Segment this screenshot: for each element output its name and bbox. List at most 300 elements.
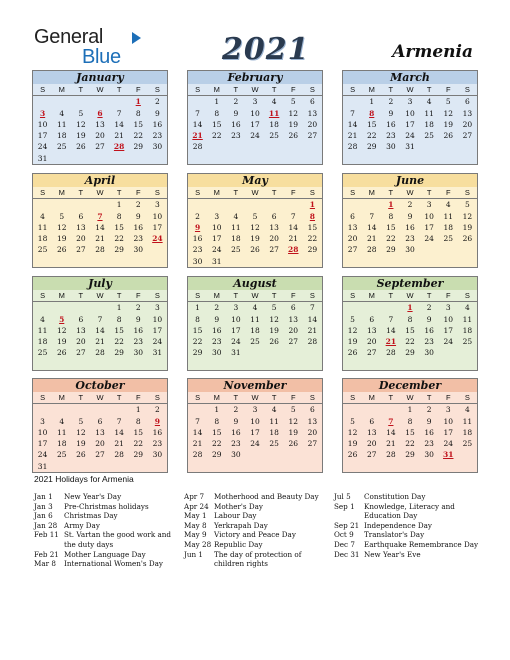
day-cell: 16 xyxy=(424,325,434,335)
empty-day-cell xyxy=(90,461,109,472)
holiday-name: Independence Day xyxy=(364,520,432,530)
day-cell: 4 xyxy=(271,97,277,107)
weekday-label: T xyxy=(78,393,84,402)
weekday-label: S xyxy=(195,85,201,94)
day-cell: 2 xyxy=(233,405,239,415)
holiday-name: Motherhood and Beauty Day xyxy=(214,492,319,501)
day-cell: 1 xyxy=(195,303,200,313)
day-cell: 28 xyxy=(95,348,105,358)
holiday-date: Jan 6 xyxy=(34,511,53,521)
day-cell: 30 xyxy=(152,142,163,152)
empty-day-cell xyxy=(207,199,226,210)
month-april xyxy=(32,173,168,268)
holiday-entry xyxy=(184,511,324,521)
day-cell: 28 xyxy=(192,450,203,460)
day-cell: 27 xyxy=(366,450,377,460)
day-cell: 4 xyxy=(271,405,277,415)
month-september xyxy=(342,276,478,371)
empty-day-cell xyxy=(265,461,284,472)
empty-day-cell xyxy=(33,96,52,107)
empty-day-cell xyxy=(245,347,264,358)
empty-day-cell xyxy=(226,461,245,472)
weekday-label: T xyxy=(233,393,239,402)
holiday-day-cell: 21 xyxy=(192,131,203,141)
weekday-label: T xyxy=(426,188,432,197)
month-name: May xyxy=(188,174,322,187)
day-grid xyxy=(343,96,477,164)
holiday-day-cell: 1 xyxy=(135,97,141,107)
empty-day-cell xyxy=(265,347,284,358)
holiday-name: Translator's Day xyxy=(364,530,425,540)
day-cell: 12 xyxy=(462,211,473,221)
empty-day-cell xyxy=(362,302,381,313)
day-cell: 21 xyxy=(192,439,203,449)
weekday-label: M xyxy=(58,85,65,94)
empty-day-cell xyxy=(110,153,129,164)
country-title: Armenia xyxy=(392,42,473,62)
day-cell: 15 xyxy=(114,222,124,232)
day-cell: 10 xyxy=(152,314,163,324)
weekday-label: T xyxy=(388,291,394,300)
empty-day-cell xyxy=(400,461,419,472)
holiday-date: Mar 8 xyxy=(34,559,56,569)
empty-day-cell xyxy=(33,256,52,267)
weekday-label: T xyxy=(116,188,122,197)
day-cell: 16 xyxy=(133,325,144,335)
month-name: September xyxy=(343,277,477,290)
weekday-label: S xyxy=(154,85,160,94)
day-cell: 17 xyxy=(211,234,222,244)
weekday-label: S xyxy=(350,393,356,402)
day-cell: 18 xyxy=(37,337,48,347)
day-cell: 23 xyxy=(424,337,434,347)
empty-day-cell xyxy=(458,141,477,152)
day-cell: 28 xyxy=(95,245,105,255)
day-cell: 10 xyxy=(443,416,454,426)
weekday-label: S xyxy=(309,393,315,402)
day-cell: 19 xyxy=(288,427,299,437)
day-cell: 24 xyxy=(424,234,434,244)
day-cell: 25 xyxy=(37,348,48,358)
day-cell: 1 xyxy=(369,97,375,107)
day-cell: 23 xyxy=(386,131,396,141)
weekday-header xyxy=(33,392,167,404)
holiday-name: International Women's Day xyxy=(64,559,163,569)
day-cell: 19 xyxy=(56,234,67,244)
empty-day-cell xyxy=(52,199,71,210)
weekday-label: S xyxy=(40,291,46,300)
weekday-label: T xyxy=(271,188,277,197)
day-cell: 13 xyxy=(76,325,86,335)
empty-day-cell xyxy=(420,244,439,255)
month-name: February xyxy=(188,71,322,84)
holiday-name: Earthquake Remembrance Day xyxy=(364,539,479,549)
weekday-label: T xyxy=(271,393,277,402)
day-cell: 16 xyxy=(424,427,434,437)
empty-day-cell xyxy=(52,302,71,313)
day-cell: 20 xyxy=(95,131,105,141)
weekday-label: M xyxy=(213,85,220,94)
empty-day-cell xyxy=(90,256,109,267)
day-cell: 19 xyxy=(288,119,299,129)
holiday-date: Feb 11 xyxy=(34,530,59,540)
weekday-label: S xyxy=(464,85,470,94)
day-cell: 8 xyxy=(116,211,122,221)
empty-day-cell xyxy=(148,256,167,267)
empty-day-cell xyxy=(362,199,381,210)
day-cell: 2 xyxy=(407,200,413,210)
empty-day-cell xyxy=(400,256,419,267)
weekday-label: S xyxy=(195,188,201,197)
empty-day-cell xyxy=(381,404,400,415)
day-cell: 19 xyxy=(76,439,86,449)
day-cell: 29 xyxy=(405,450,415,460)
day-cell: 7 xyxy=(290,211,296,221)
day-cell: 25 xyxy=(250,337,260,347)
day-cell: 9 xyxy=(233,108,239,118)
day-cell: 27 xyxy=(366,348,377,358)
month-name: October xyxy=(33,379,167,392)
day-cell: 17 xyxy=(152,325,163,335)
weekday-label: F xyxy=(135,291,141,300)
day-cell: 2 xyxy=(135,200,141,210)
day-grid xyxy=(33,96,167,164)
day-cell: 16 xyxy=(192,234,203,244)
weekday-label: F xyxy=(290,291,296,300)
day-cell: 30 xyxy=(231,450,241,460)
day-cell: 24 xyxy=(37,142,48,152)
day-cell: 12 xyxy=(56,325,67,335)
day-cell: 16 xyxy=(386,119,396,129)
day-cell: 6 xyxy=(369,416,375,426)
weekday-label: M xyxy=(58,393,65,402)
month-name: March xyxy=(343,71,477,84)
weekday-label: T xyxy=(426,85,432,94)
weekday-label: T xyxy=(78,188,84,197)
empty-day-cell xyxy=(343,359,362,370)
day-cell: 27 xyxy=(347,245,358,255)
day-cell: 6 xyxy=(78,211,84,221)
weekday-label: T xyxy=(426,291,432,300)
holiday-day-cell: 7 xyxy=(97,211,103,221)
day-grid xyxy=(188,302,322,370)
empty-day-cell xyxy=(148,359,167,370)
holiday-day-cell: 1 xyxy=(309,200,316,210)
day-cell: 8 xyxy=(407,416,413,426)
day-cell: 20 xyxy=(76,337,86,347)
holiday-day-cell: 21 xyxy=(385,337,397,347)
day-cell: 26 xyxy=(269,337,279,347)
empty-day-cell xyxy=(110,256,129,267)
empty-day-cell xyxy=(71,404,90,415)
holiday-date: May 1 xyxy=(184,511,207,521)
weekday-label: F xyxy=(290,188,296,197)
day-cell: 15 xyxy=(366,119,377,129)
empty-day-cell xyxy=(188,359,207,370)
weekday-label: S xyxy=(195,393,201,402)
empty-day-cell xyxy=(343,461,362,472)
empty-day-cell xyxy=(420,461,439,472)
day-cell: 11 xyxy=(424,108,434,118)
day-cell: 9 xyxy=(155,108,160,118)
day-cell: 10 xyxy=(37,427,48,437)
holiday-day-cell: 28 xyxy=(288,245,299,255)
day-cell: 23 xyxy=(405,234,415,244)
weekday-label: W xyxy=(251,291,259,300)
logo xyxy=(34,26,134,70)
weekday-header xyxy=(188,84,322,96)
day-cell: 25 xyxy=(37,245,48,255)
empty-day-cell xyxy=(458,449,477,460)
day-cell: 11 xyxy=(231,222,241,232)
day-cell: 8 xyxy=(388,211,394,221)
day-cell: 5 xyxy=(465,200,470,210)
day-cell: 20 xyxy=(269,234,279,244)
empty-day-cell xyxy=(439,256,458,267)
holiday-name: Mother Language Day xyxy=(64,549,146,559)
holiday-date: Jan 3 xyxy=(34,501,53,511)
weekday-label: W xyxy=(96,393,104,402)
day-grid xyxy=(188,199,322,267)
holidays-title: 2021 Holidays for Armenia xyxy=(34,474,134,484)
day-cell: 7 xyxy=(388,314,394,324)
holiday-day-cell: 28 xyxy=(113,142,125,152)
day-cell: 18 xyxy=(231,234,241,244)
day-cell: 11 xyxy=(56,427,67,437)
day-cell: 13 xyxy=(307,108,318,118)
day-cell: 2 xyxy=(135,303,141,313)
weekday-label: M xyxy=(58,188,65,197)
day-cell: 13 xyxy=(462,108,473,118)
empty-day-cell xyxy=(129,153,148,164)
holiday-entry xyxy=(334,492,480,502)
empty-day-cell xyxy=(226,199,245,210)
empty-day-cell xyxy=(33,359,52,370)
holiday-date: Sep 21 xyxy=(334,520,360,530)
empty-day-cell xyxy=(226,256,245,267)
day-cell: 6 xyxy=(369,314,375,324)
day-grid xyxy=(188,96,322,164)
holiday-date: Dec 31 xyxy=(334,549,360,559)
day-cell: 25 xyxy=(269,131,279,141)
empty-day-cell xyxy=(265,141,284,152)
day-cell: 15 xyxy=(114,325,124,335)
weekday-label: S xyxy=(195,291,201,300)
day-cell: 10 xyxy=(211,222,222,232)
day-cell: 2 xyxy=(426,303,432,313)
day-cell: 12 xyxy=(288,108,299,118)
day-cell: 13 xyxy=(307,416,318,426)
day-cell: 30 xyxy=(133,348,144,358)
day-cell: 29 xyxy=(405,348,415,358)
weekday-label: W xyxy=(406,291,414,300)
day-cell: 12 xyxy=(250,222,260,232)
empty-day-cell xyxy=(439,153,458,164)
month-name: December xyxy=(343,379,477,392)
day-cell: 22 xyxy=(133,131,144,141)
holiday-entry xyxy=(184,550,324,569)
day-cell: 24 xyxy=(250,131,260,141)
empty-day-cell xyxy=(207,359,226,370)
day-cell: 15 xyxy=(211,119,222,129)
day-cell: 3 xyxy=(155,303,160,313)
day-cell: 13 xyxy=(366,427,377,437)
day-cell: 12 xyxy=(347,427,358,437)
logo-triangle-icon xyxy=(132,32,141,44)
holiday-date: Jul 5 xyxy=(334,492,351,501)
empty-day-cell xyxy=(33,199,52,210)
day-cell: 25 xyxy=(462,439,473,449)
holiday-day-cell: 24 xyxy=(152,234,163,244)
holiday-day-cell: 7 xyxy=(388,416,394,426)
weekday-header xyxy=(188,290,322,302)
empty-day-cell xyxy=(458,244,477,255)
day-cell: 7 xyxy=(350,108,355,118)
day-cell: 7 xyxy=(195,416,200,426)
logo-text-general: General xyxy=(34,26,104,48)
day-cell: 21 xyxy=(307,325,318,335)
empty-day-cell xyxy=(245,256,264,267)
holiday-entry xyxy=(34,550,174,560)
day-cell: 14 xyxy=(288,222,299,232)
empty-day-cell xyxy=(439,347,458,358)
day-cell: 20 xyxy=(366,337,377,347)
holiday-date: May 8 xyxy=(184,520,207,530)
month-january xyxy=(32,70,168,165)
empty-day-cell xyxy=(458,359,477,370)
day-cell: 17 xyxy=(250,427,260,437)
day-cell: 4 xyxy=(465,405,470,415)
holiday-entry xyxy=(334,550,480,560)
day-cell: 30 xyxy=(192,256,203,266)
empty-day-cell xyxy=(458,153,477,164)
empty-day-cell xyxy=(245,153,264,164)
weekday-label: S xyxy=(40,85,46,94)
empty-day-cell xyxy=(343,302,362,313)
weekday-label: S xyxy=(350,85,356,94)
holiday-day-cell: 3 xyxy=(39,108,46,118)
weekday-label: M xyxy=(213,188,220,197)
day-cell: 27 xyxy=(288,337,299,347)
empty-day-cell xyxy=(303,359,322,370)
day-grid xyxy=(33,302,167,370)
day-cell: 30 xyxy=(424,450,434,460)
holiday-day-cell: 9 xyxy=(194,222,201,232)
day-cell: 29 xyxy=(386,245,396,255)
empty-day-cell xyxy=(381,302,400,313)
day-cell: 24 xyxy=(231,337,241,347)
empty-day-cell xyxy=(207,153,226,164)
day-cell: 1 xyxy=(116,200,122,210)
holiday-date: Jun 1 xyxy=(184,549,203,559)
day-cell: 25 xyxy=(462,337,473,347)
day-cell: 26 xyxy=(250,245,260,255)
empty-day-cell xyxy=(226,141,245,152)
day-cell: 6 xyxy=(290,303,296,313)
month-name: July xyxy=(33,277,167,290)
empty-day-cell xyxy=(90,302,109,313)
month-name: January xyxy=(33,71,167,84)
empty-day-cell xyxy=(71,256,90,267)
day-cell: 2 xyxy=(233,97,239,107)
holiday-entry xyxy=(34,530,174,549)
day-cell: 13 xyxy=(288,314,299,324)
day-cell: 11 xyxy=(462,416,473,426)
empty-day-cell xyxy=(439,359,458,370)
day-cell: 3 xyxy=(214,211,220,221)
weekday-label: T xyxy=(271,85,277,94)
day-cell: 21 xyxy=(114,131,124,141)
day-grid xyxy=(343,199,477,267)
day-cell: 2 xyxy=(426,405,432,415)
day-cell: 20 xyxy=(462,119,473,129)
empty-day-cell xyxy=(188,153,207,164)
day-cell: 6 xyxy=(465,97,470,107)
empty-day-cell xyxy=(71,96,90,107)
month-may xyxy=(187,173,323,268)
day-cell: 26 xyxy=(462,234,473,244)
empty-day-cell xyxy=(303,153,322,164)
day-cell: 5 xyxy=(78,416,84,426)
holiday-day-cell: 11 xyxy=(268,108,280,118)
weekday-label: T xyxy=(78,291,84,300)
day-cell: 6 xyxy=(350,211,355,221)
empty-day-cell xyxy=(343,256,362,267)
empty-day-cell xyxy=(71,302,90,313)
month-december xyxy=(342,378,478,473)
day-cell: 23 xyxy=(152,439,163,449)
empty-day-cell xyxy=(226,359,245,370)
empty-day-cell xyxy=(362,256,381,267)
day-cell: 12 xyxy=(56,222,67,232)
day-cell: 25 xyxy=(231,245,241,255)
empty-day-cell xyxy=(129,256,148,267)
empty-day-cell xyxy=(148,461,167,472)
holiday-day-cell: 1 xyxy=(388,200,394,210)
empty-day-cell xyxy=(245,449,264,460)
day-cell: 3 xyxy=(40,416,45,426)
month-july xyxy=(32,276,168,371)
empty-day-cell xyxy=(110,96,129,107)
day-cell: 21 xyxy=(95,337,105,347)
day-cell: 14 xyxy=(347,119,358,129)
empty-day-cell xyxy=(33,404,52,415)
day-cell: 7 xyxy=(195,108,200,118)
day-cell: 10 xyxy=(405,108,415,118)
day-cell: 13 xyxy=(347,222,358,232)
day-cell: 18 xyxy=(443,222,454,232)
holiday-date: May 28 xyxy=(184,539,212,549)
day-cell: 17 xyxy=(250,119,260,129)
month-november xyxy=(187,378,323,473)
weekday-label: M xyxy=(58,291,65,300)
empty-day-cell xyxy=(284,199,303,210)
day-cell: 19 xyxy=(347,337,358,347)
day-cell: 26 xyxy=(76,142,86,152)
empty-day-cell xyxy=(400,359,419,370)
month-august xyxy=(187,276,323,371)
empty-day-cell xyxy=(110,404,129,415)
day-cell: 17 xyxy=(37,439,48,449)
holiday-date: Sep 1 xyxy=(334,501,355,511)
day-cell: 4 xyxy=(426,97,432,107)
day-cell: 22 xyxy=(192,337,203,347)
day-cell: 27 xyxy=(462,131,473,141)
day-cell: 10 xyxy=(424,211,434,221)
day-cell: 14 xyxy=(95,222,105,232)
holiday-day-cell: 8 xyxy=(369,108,375,118)
day-cell: 20 xyxy=(307,119,318,129)
